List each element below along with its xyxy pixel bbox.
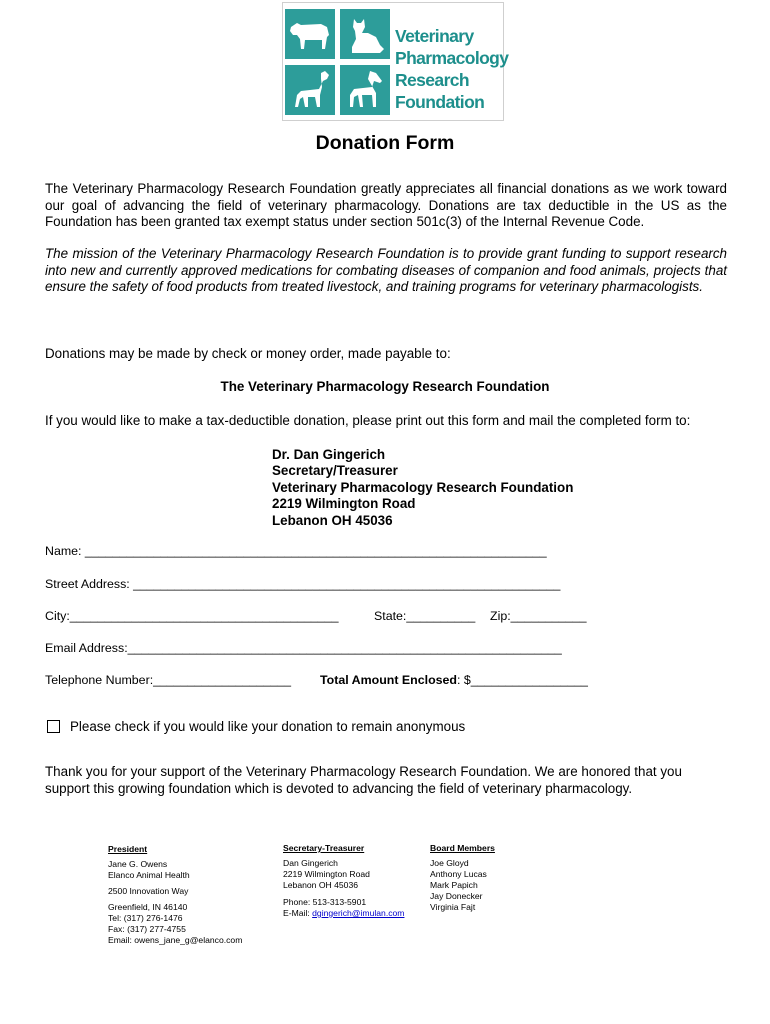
intro-paragraph: The Veterinary Pharmacology Research Foundation greatly appreciates all financial donations as we work toward our goal of advancing the field of veterinary pharmacology. Donations are tax deductible in the US as the Foundation has been granted tax exempt status under section 501c(3) of the Internal Revenue Code. [45, 181, 727, 229]
footer-line: 2500 Innovation Way [108, 886, 189, 896]
footer-line: Jay Donecker [430, 891, 483, 901]
email-label: E-Mail: [283, 908, 313, 918]
footer-line: Virginia Fajt [430, 902, 476, 912]
payee-name: The Veterinary Pharmacology Research Foundation [220, 379, 550, 394]
payable-text: Donations may be made by check or money order, made payable to: [45, 346, 451, 361]
footer-line: Elanco Animal Health [108, 870, 190, 880]
total-amount-field[interactable] [320, 673, 588, 687]
cat-icon [340, 9, 390, 59]
logo-line: Pharmacology [395, 48, 509, 68]
total-amount-label: Total Amount Enclosed [320, 673, 457, 687]
anonymous-checkbox[interactable] [47, 720, 60, 733]
logo-line: Veterinary [395, 26, 474, 46]
footer-line: Email: owens_jane_g@elanco.com [108, 935, 243, 945]
horse-icon [340, 65, 390, 115]
footer-board [430, 843, 495, 913]
address-line: Lebanon OH 45036 [272, 512, 393, 528]
mailing-address [272, 447, 573, 529]
footer-heading: Secretary-Treasurer [283, 843, 365, 853]
footer-line: Phone: 513-313-5901 [283, 897, 367, 907]
footer-line: Anthony Lucas [430, 869, 487, 879]
secretary-email-link[interactable]: dgingerich@imulan.com [312, 908, 405, 918]
foundation-logo [282, 2, 509, 121]
address-line: Veterinary Pharmacology Research Foundation [272, 479, 574, 495]
logo-line: Research [395, 70, 470, 90]
mission-paragraph: The mission of the Veterinary Pharmacology Research Foundation is to provide grant funding to support research into new and currently approved medications for combating diseases of companion and food animals, projects that ensure the safety of food products from treated livestock, and training programs for veterinary pharmacologists. [45, 246, 727, 294]
footer-line: Lebanon OH 45036 [283, 880, 359, 890]
footer-line: Greenfield, IN 46140 [108, 902, 188, 912]
cow-icon [285, 9, 335, 59]
footer-secretary [283, 843, 404, 919]
email-address-field[interactable]: Email Address:_______________________________________________________________ [45, 641, 562, 655]
address-line: Dr. Dan Gingerich [272, 447, 386, 462]
logo-line: Foundation [395, 92, 485, 112]
total-amount-blank: : $_________________ [457, 673, 588, 687]
address-line: Secretary/Treasurer [272, 463, 398, 479]
telephone-field[interactable]: Telephone Number:____________________ [45, 673, 291, 687]
footer-line: 2219 Wilmington Road [283, 869, 370, 879]
footer-line: Fax: (317) 277-4755 [108, 924, 186, 934]
footer-email-line [283, 908, 404, 919]
zip-field[interactable]: Zip:___________ [490, 609, 587, 623]
city-field[interactable]: City:_______________________________________ [45, 609, 339, 623]
anonymous-label: Please check if you would like your donation to remain anonymous [70, 719, 466, 734]
footer-line: Jane G. Owens [108, 859, 168, 869]
footer-line: Tel: (317) 276-1476 [108, 913, 183, 923]
footer-heading: Board Members [430, 843, 495, 853]
footer-line: Dan Gingerich [283, 858, 338, 868]
footer-heading: President [108, 844, 148, 854]
name-field[interactable]: Name: ___________________________________________________________________ [45, 544, 547, 558]
state-field[interactable]: State:__________ [374, 609, 476, 623]
footer-line: Joe Gloyd [430, 858, 469, 868]
mail-instructions: If you would like to make a tax-deductible donation, please print out this form and mail the completed form to: [45, 413, 691, 428]
logo-wordmark [395, 25, 508, 113]
footer-line: Mark Papich [430, 880, 478, 890]
page-title: Donation Form [315, 132, 455, 154]
thank-you-paragraph: Thank you for your support of the Veterinary Pharmacology Research Foundation. We are honored that you support this growing foundation which is devoted to advancing the field of veterinary pharmacology. [45, 764, 682, 796]
address-line: 2219 Wilmington Road [272, 496, 416, 512]
street-address-field[interactable]: Street Address: ______________________________________________________________ [45, 577, 561, 591]
footer-president [108, 844, 242, 946]
dog-icon [285, 65, 335, 115]
